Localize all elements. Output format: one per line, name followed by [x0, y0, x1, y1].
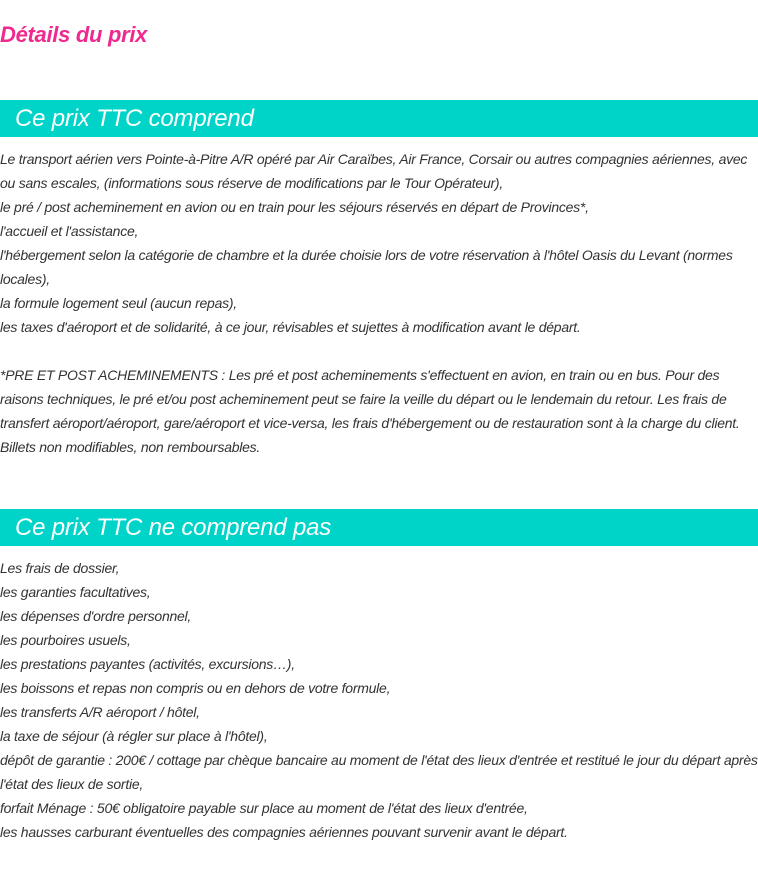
included-item: le pré / post acheminement en avion ou en train pour les séjours réservés en départ de Provinces*, [0, 199, 589, 215]
excluded-item: forfait Ménage : 50€ obligatoire payable sur place au moment de l'état des lieux d'entrée, [0, 800, 528, 816]
excluded-item: les boissons et repas non compris ou en dehors de votre formule, [0, 680, 391, 696]
included-section-header [0, 100, 758, 137]
page-title: Détails du prix [0, 22, 148, 47]
excluded-item: la taxe de séjour (à régler sur place à l'hôtel), [0, 728, 268, 744]
included-item: les taxes d'aéroport et de solidarité, à ce jour, révisables et sujettes à modification avant le départ. [0, 319, 581, 335]
excluded-item: Les frais de dossier, [0, 560, 120, 576]
included-heading: Ce prix TTC comprend [15, 105, 254, 132]
excluded-item: les pourboires usuels, [0, 632, 131, 648]
excluded-item: les garanties facultatives, [0, 584, 151, 600]
included-item: l'accueil et l'assistance, [0, 223, 139, 239]
excluded-section-header [0, 509, 758, 546]
excluded-item: les hausses carburant éventuelles des compagnies aériennes pouvant survenir avant le départ. [0, 824, 568, 840]
included-list [0, 147, 758, 339]
excluded-item: les dépenses d'ordre personnel, [0, 608, 192, 624]
excluded-list [0, 556, 758, 844]
excluded-item: les prestations payantes (activités, excursions…), [0, 656, 295, 672]
included-item: la formule logement seul (aucun repas), [0, 295, 237, 311]
excluded-heading: Ce prix TTC ne comprend pas [15, 514, 332, 541]
included-item: Le transport aérien vers Pointe-à-Pitre A/R opéré par Air Caraïbes, Air France, Corsair ou autres compagnies aériennes, avec ou sans escales, (informations sous réserve de modifications par le Tour Opérateur), [0, 151, 748, 191]
pre-post-acheminement-note: *PRE ET POST ACHEMINEMENTS : Les pré et post acheminements s'effectuent en avion, en train ou en bus. Pour des raisons techniques, le pré et/ou post acheminement peut se faire la veille du départ ou le lendemain du retour. Les frais de transfert aéroport/aéroport, gare/aéroport et vice-versa, les frais d'hébergement ou de restauration sont à la charge du client. Billets non modifiables, non remboursables. [0, 367, 740, 455]
excluded-item: dépôt de garantie : 200€ / cottage par chèque bancaire au moment de l'état des lieux d'entrée et restitué le jour du départ après l'état des lieux de sortie, [0, 752, 758, 792]
excluded-item: les transferts A/R aéroport / hôtel, [0, 704, 200, 720]
included-item: l'hébergement selon la catégorie de chambre et la durée choisie lors de votre réservation à l'hôtel Oasis du Levant (normes locales), [0, 247, 733, 287]
